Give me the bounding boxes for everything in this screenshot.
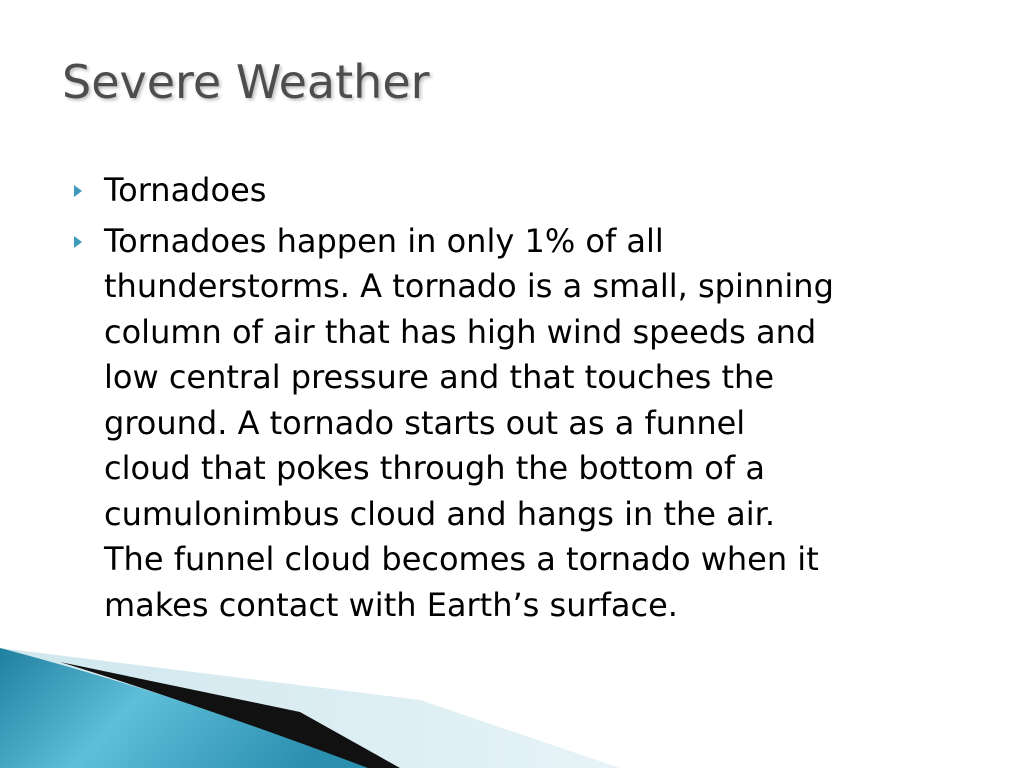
teal-swoosh-shape: [0, 648, 380, 768]
pale-swoosh-shape: [0, 648, 620, 768]
bullet-list: [74, 168, 974, 633]
dark-swoosh-shape: [60, 662, 400, 768]
bullet-arrow-icon: [74, 236, 82, 248]
bullet-arrow-icon: [74, 185, 82, 197]
bullet-item: [74, 168, 974, 214]
bullet-item: [74, 219, 974, 629]
bullet-text: Tornadoes: [104, 171, 267, 209]
slide-title: Severe Weather: [62, 55, 430, 109]
bullet-text: Tornadoes happen in only 1% of all thunderstorms. A tornado is a small, spinning column of air that has high wind speeds and low central pressure and that touches the ground. A tornado starts out as a funnel cloud that pokes through the bottom of a cumulonimbus cloud and hangs in the air. The funnel cloud becomes a tornado when it makes contact with Earth’s surface.: [104, 221, 834, 624]
